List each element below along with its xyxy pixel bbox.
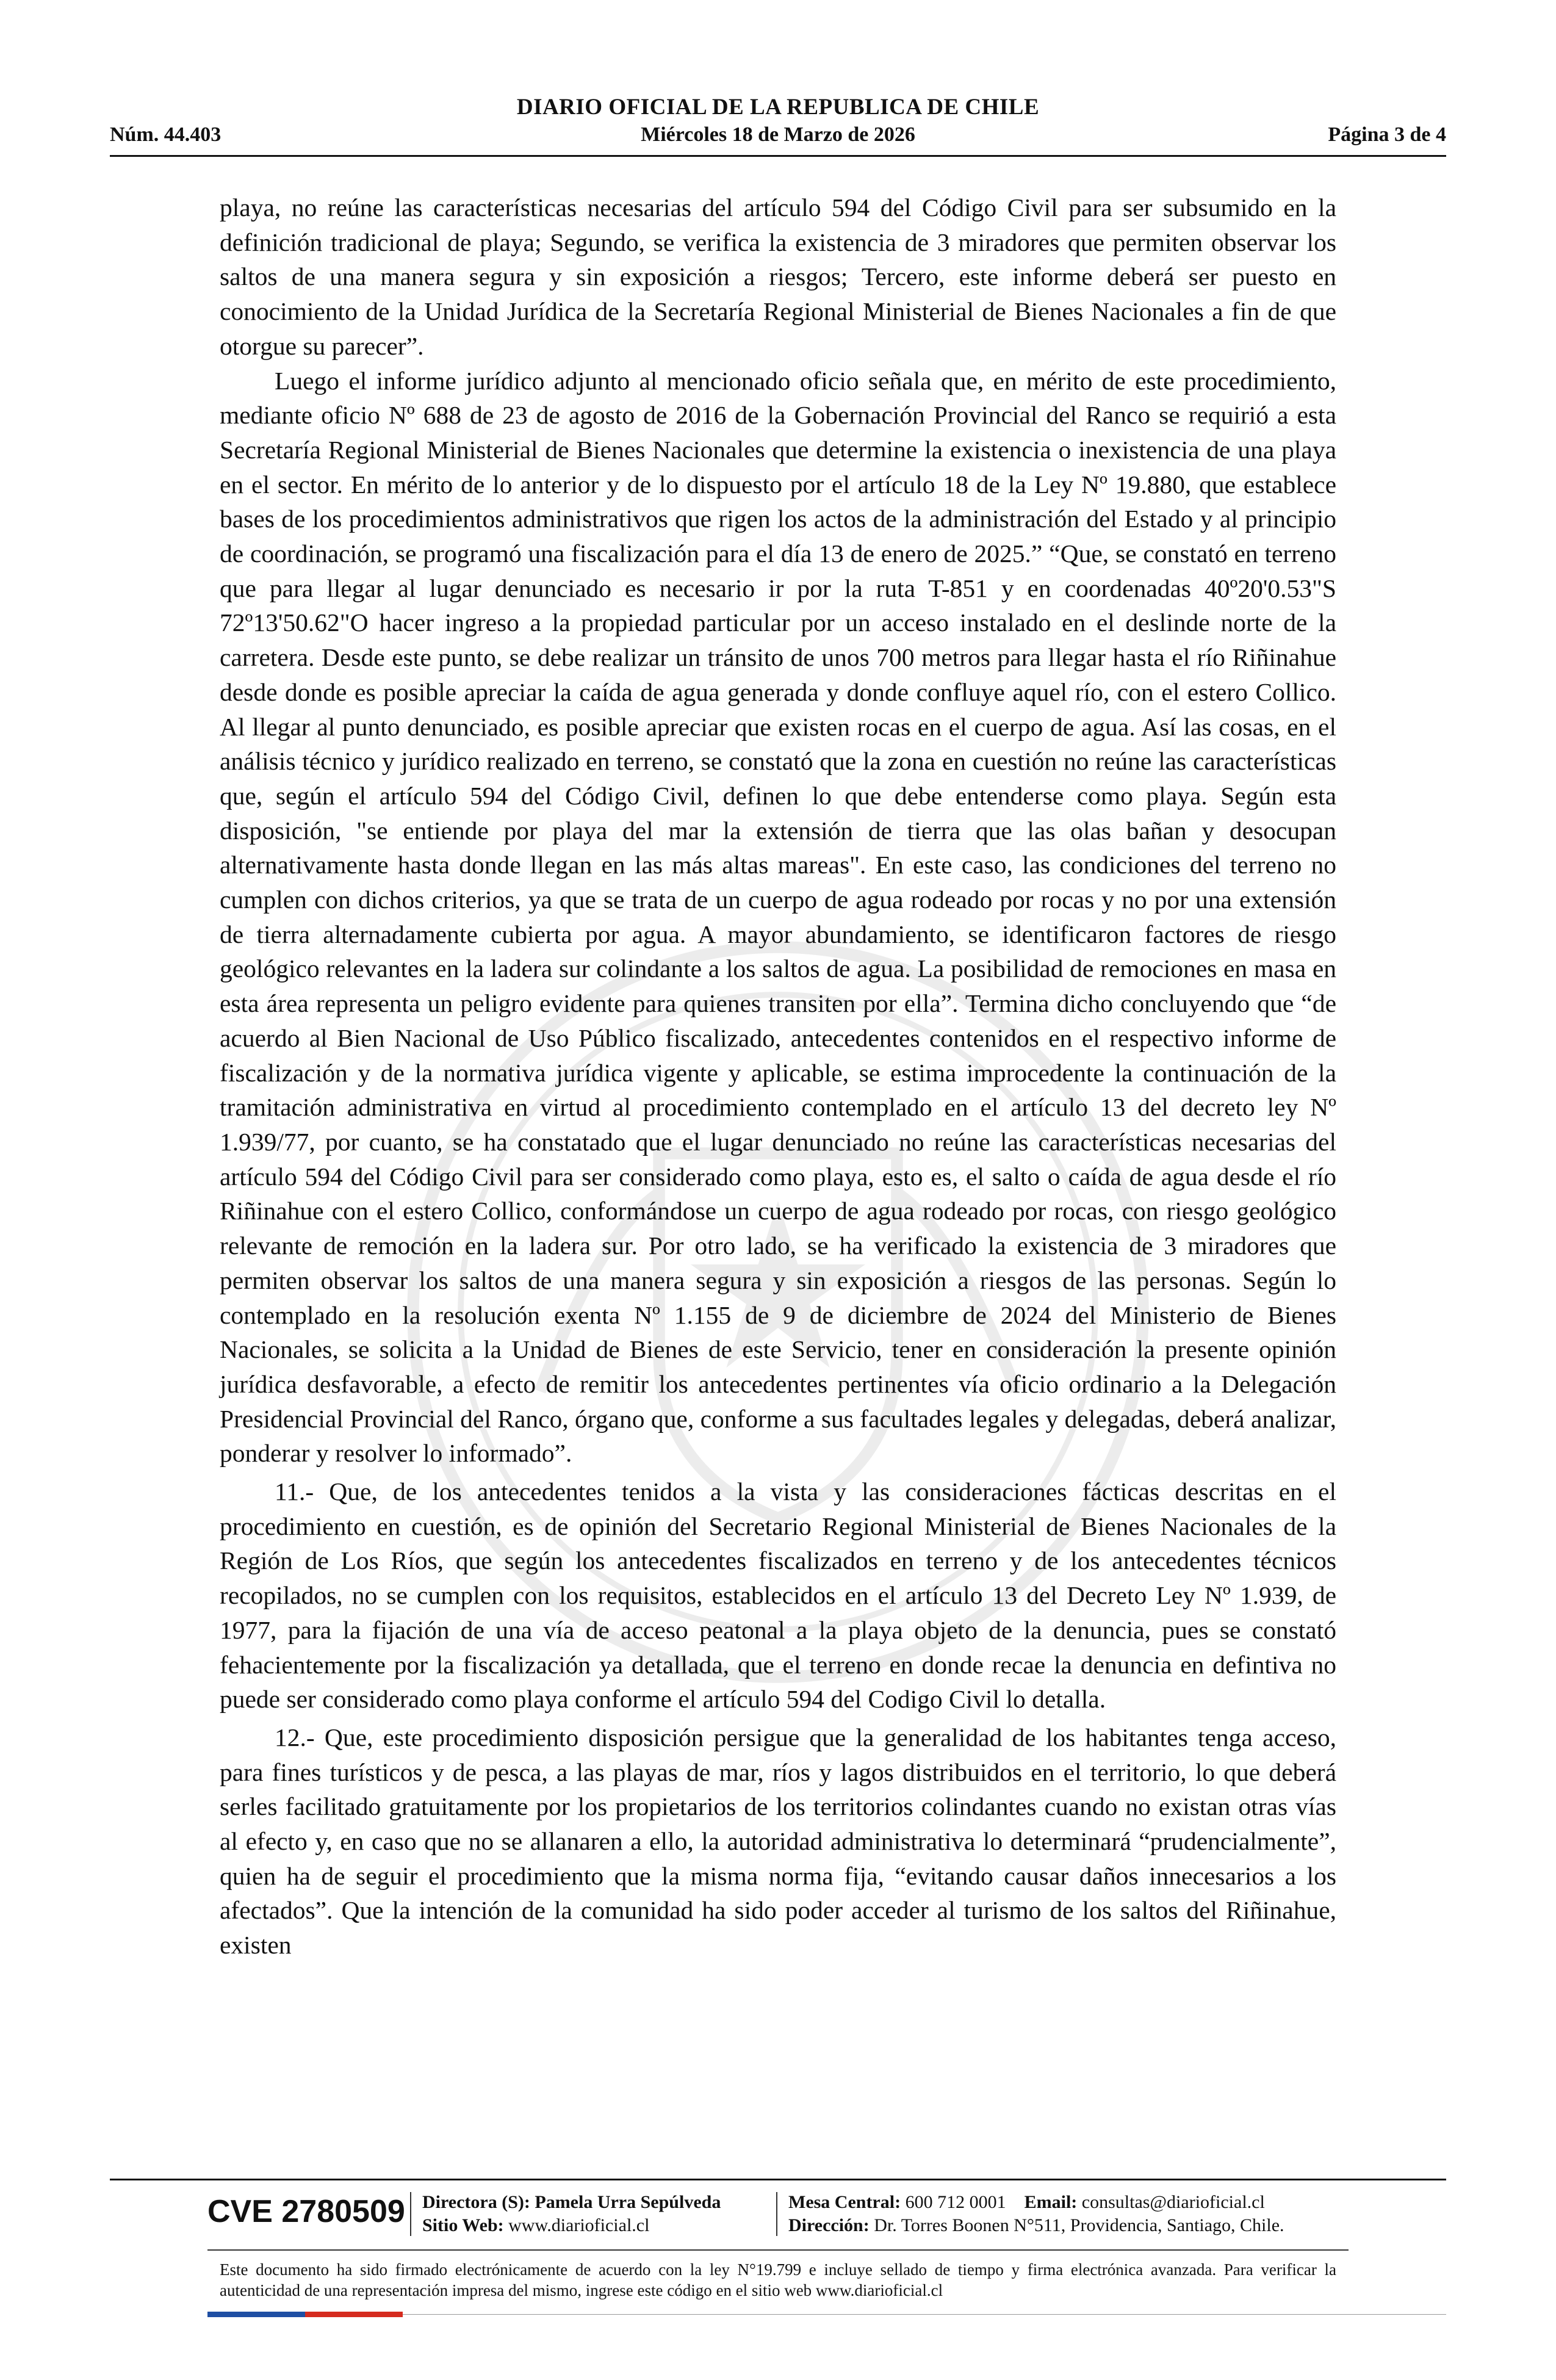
cve-code: CVE 2780509 [207, 2194, 405, 2229]
footer-contact-right [788, 2191, 1284, 2237]
issue-number: Núm. 44.403 [110, 123, 222, 146]
body-paragraph: 12.- Que, este procedimiento disposición persigue que la generalidad de los habitantes tenga acceso, para fines turísticos y de pesca, a las playas de mar, ríos y lagos distribuidos en el territorio, lo que deberá serles facilitado gratuitamente por los propietarios de los territorios colindantes cuando no existan otras vías al efecto y, en caso que no se allanaren a ello, la autoridad administrativa lo determinará “prudencialmente”, quien ha de seguir el procedimiento que la misma norma fija, “evitando causar daños innecesarios a los afectados”. Que la intención de la comunidad ha sido poder acceder al turismo de los saltos del Riñinahue, existen [220, 1723, 1336, 1960]
legal-notice: Este documento ha sido firmado electrónicamente de acuerdo con la ley N°19.799 e incluye sellado de tiempo y firma electrónica avanzada. Para verificar la autenticidad de una representación impresa del mismo, ingrese este código en el sitio web www.diarioficial.cl [220, 2260, 1336, 2299]
footer-contact-left [422, 2191, 721, 2237]
footer-bottom-rule [403, 2314, 1446, 2315]
journal-title: DIARIO OFICIAL DE LA REPUBLICA DE CHILE [516, 95, 1040, 120]
phone-number: 600 712 0001 [905, 2192, 1006, 2212]
director-name: Directora (S): Pamela Urra Sepúlveda [422, 2192, 721, 2212]
issue-date: Miércoles 18 de Marzo de 2026 [641, 123, 915, 146]
body-paragraph: Luego el informe jurídico adjunto al mencionado oficio señala que, en mérito de este procedimiento, mediante oficio Nº 688 de 23 de agosto de 2016 de la Gobernación Provincial del Ranco se requirió a esta Secretaría Regional Ministerial de Bienes Nacionales que determine la existencia o inexistencia de una playa en el sector. En mérito de lo anterior y de lo dispuesto por el artículo 18 de la Ley Nº 19.880, que establece bases de los procedimientos administrativos que rigen los actos de la administración del Estado y al principio de coordinación, se programó una fiscalización para el día 13 de enero de 2025.” “Que, se constató en terreno que para llegar al lugar denunciado es necesario ir por la ruta T-851 y en coordenadas 40º20'0.53"S 72º13'50.62"O hacer ingreso a la propiedad particular por un acceso instalado en el deslinde norte de la carretera. Desde este punto, se debe realizar un tránsito de unos 700 metros para llegar hasta el río Riñinahue desde donde es posible apreciar la caída de agua generada y donde confluye aquel río, con el estero Collico. Al llegar al punto denunciado, es posible apreciar que existen rocas en el cuerpo de agua. Así las cosas, en el análisis técnico y jurídico realizado en terreno, se constató que la zona en cuestión no reúne las características que, según el artículo 594 del Código Civil, definen lo que debe entenderse como playa. Según esta disposición, "se entiende por playa del mar la extensión de tierra que las olas bañan y desocupan alternativamente hasta donde llegan en las más altas mareas". En este caso, las condiciones del terreno no cumplen con dichos criterios, ya que se trata de un cuerpo de agua rodeado por rocas y no por una extensión de tierra alternadamente cubierta por agua. A mayor abundamiento, se identificaron factores de riesgo geológico relevantes en la ladera sur colindante a los saltos de agua. La posibilidad de remociones en masa en esta área representa un peligro evidente para quienes transiten por ella”. Termina dicho concluyendo que “de acuerdo al Bien Nacional de Uso Público fiscalizado, antecedentes contenidos en el respectivo informe de fiscalización y de la normativa jurídica vigente y aplicable, se estima improcedente la continuación de la tramitación administrativa en virtud al procedimiento contemplado en el artículo 13 del decreto ley Nº 1.939/77, por cuanto, se ha constatado que el lugar denunciado no reúne las características necesarias del artículo 594 del Código Civil para ser considerado como playa, esto es, el salto o caída de agua desde el río Riñinahue con el estero Collico, conformándose un cuerpo de agua rodeado por rocas, con riesgo geológico relevante de remoción en la ladera sur. Por otro lado, se ha verificado la existencia de 3 miradores que permiten observar los saltos de una manera segura y sin exposición a riesgos de las personas. Según lo contemplado en la resolución exenta Nº 1.155 de 9 de diciembre de 2024 del Ministerio de Bienes Nacionales, se solicita a la Unidad de Bienes de este Servicio, tener en consideración la presente opinión jurídica desfavorable, a efecto de remitir los antecedentes pertinentes vía oficio ordinario a la Delegación Presidencial Provincial del Ranco, órgano que, conforme a sus facultades legales y delegadas, deberá analizar, ponderar y resolver lo informado”. [220, 366, 1336, 1468]
flag-blue-segment [207, 2312, 305, 2317]
footer-separator [410, 2192, 411, 2236]
email-link[interactable]: consultas@diarioficial.cl [1081, 2192, 1265, 2212]
phone-label: Mesa Central: [788, 2192, 901, 2212]
website-label: Sitio Web: [422, 2215, 504, 2235]
page-header [110, 92, 1446, 159]
page-number: Página 3 de 4 [1328, 123, 1446, 146]
address-text: Dr. Torres Boonen N°511, Providencia, Santiago, Chile. [874, 2215, 1284, 2235]
footer-divider [110, 2179, 1446, 2180]
body-paragraph: 11.- Que, de los antecedentes tenidos a la vista y las consideraciones fácticas descritas en el procedimiento en cuestión, es de opinión del Secretario Regional Ministerial de Bienes Nacionales de la Región de Los Ríos, que según los antecedentes fiscalizados en terreno y de los antecedentes técnicos recopilados, no se cumplen con los requisitos, establecidos en el artículo 13 del Decreto Ley Nº 1.939, de 1977, para la fijación de una vía de acceso peatonal a la playa objeto de la denuncia, pues se constató fehacientemente por la fiscalización ya detallada, que el terreno en donde recae la denuncia en defintiva no puede ser considerado como playa conforme el artículo 594 del Codigo Civil lo detalla. [220, 1477, 1336, 1714]
website-link[interactable]: www.diarioficial.cl [508, 2215, 650, 2235]
email-label: Email: [1024, 2192, 1078, 2212]
address-label: Dirección: [788, 2215, 870, 2235]
body-paragraph: playa, no reúne las características necesarias del artículo 594 del Código Civil para ser subsumido en la definición tradicional de playa; Segundo, se verifica la existencia de 3 miradores que permiten observar los saltos de una manera segura y sin exposición a riesgos; Tercero, este informe deberá ser puesto en conocimiento de la Unidad Jurídica de la Secretaría Regional Ministerial de Bienes Nacionales a fin de que otorgue su parecer”. [220, 193, 1336, 360]
header-divider [110, 155, 1446, 157]
footer-divider [207, 2249, 1349, 2251]
document-body [220, 190, 1336, 1963]
footer-separator [776, 2192, 777, 2236]
flag-red-segment [305, 2312, 403, 2317]
chile-flag-bar [207, 2312, 403, 2317]
